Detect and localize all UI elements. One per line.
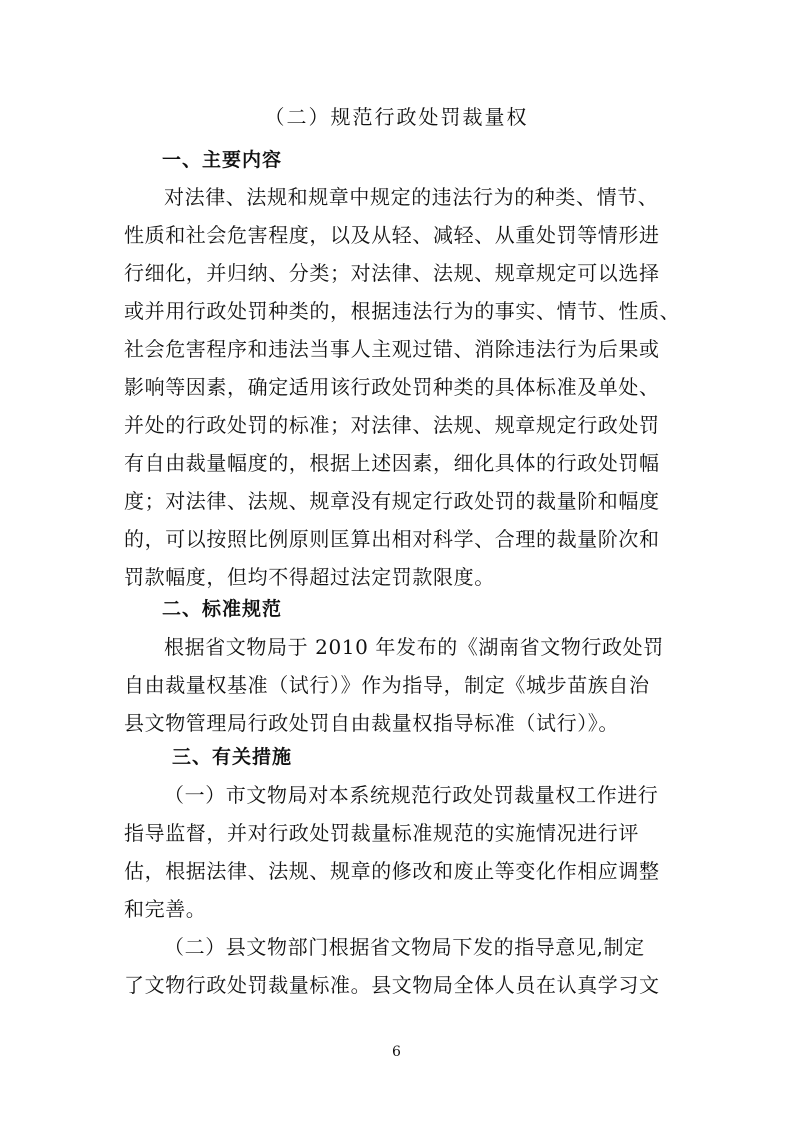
heading-standards: 二、标准规范: [162, 598, 283, 620]
paragraph-line: 或并用行政处罚种类的，根据违法行为的事实、情节、性质、: [124, 299, 681, 323]
paragraph-line: 估，根据法律、法规、规章的修改和废止等变化作相应调整: [124, 859, 660, 883]
paragraph-line: 度；对法律、法规、规章没有规定行政处罚的裁量阶和幅度: [124, 489, 660, 513]
paragraph-line: 指导监督，并对行政处罚裁量标准规范的实施情况进行评: [124, 821, 639, 845]
paragraph-line: 和完善。: [124, 897, 207, 921]
paragraph-line: 有自由裁量幅度的，根据上述因素，细化具体的行政处罚幅: [124, 451, 660, 475]
paragraph-line: 的，可以按照比例原则匡算出相对科学、合理的裁量阶次和: [124, 527, 660, 551]
heading-measures: 三、有关措施: [172, 746, 293, 768]
paragraph-line: 根据省文物局于 2010 年发布的《湖南省文物行政处罚: [164, 635, 664, 659]
paragraph-line: 并处的行政处罚的标准；对法律、法规、规章规定行政处罚: [124, 413, 660, 437]
paragraph-line: 影响等因素，确定适用该行政处罚种类的具体标准及单处、: [124, 375, 660, 399]
paragraph-line: 县文物管理局行政处罚自由裁量权指导标准（试行）》。: [124, 711, 619, 735]
paragraph-line: 罚款幅度，但均不得超过法定罚款限度。: [124, 565, 495, 589]
paragraph-line: 了文物行政处罚裁量标准。县文物局全体人员在认真学习文: [124, 973, 660, 997]
paragraph-line: 对法律、法规和规章中规定的违法行为的种类、情节、: [164, 185, 659, 209]
paragraph-line: 行细化，并归纳、分类；对法律、法规、规章规定可以选择: [124, 261, 660, 285]
heading-main-content: 一、主要内容: [162, 149, 283, 171]
paragraph-line: （二）县文物部门根据省文物局下发的指导意见,制定: [164, 935, 645, 959]
paragraph-line: （一）市文物局对本系统规范行政处罚裁量权工作进行: [164, 783, 659, 807]
page-number: 6: [392, 1044, 401, 1060]
paragraph-line: 性质和社会危害程度，以及从轻、减轻、从重处罚等情形进: [124, 223, 660, 247]
paragraph-line: 自由裁量权基准（试行）》作为指导，制定《城步苗族自治: [124, 673, 650, 697]
section-title: （二）规范行政处罚裁量权: [264, 105, 529, 129]
paragraph-line: 社会危害程序和违法当事人主观过错、消除违法行为后果或: [124, 337, 660, 361]
